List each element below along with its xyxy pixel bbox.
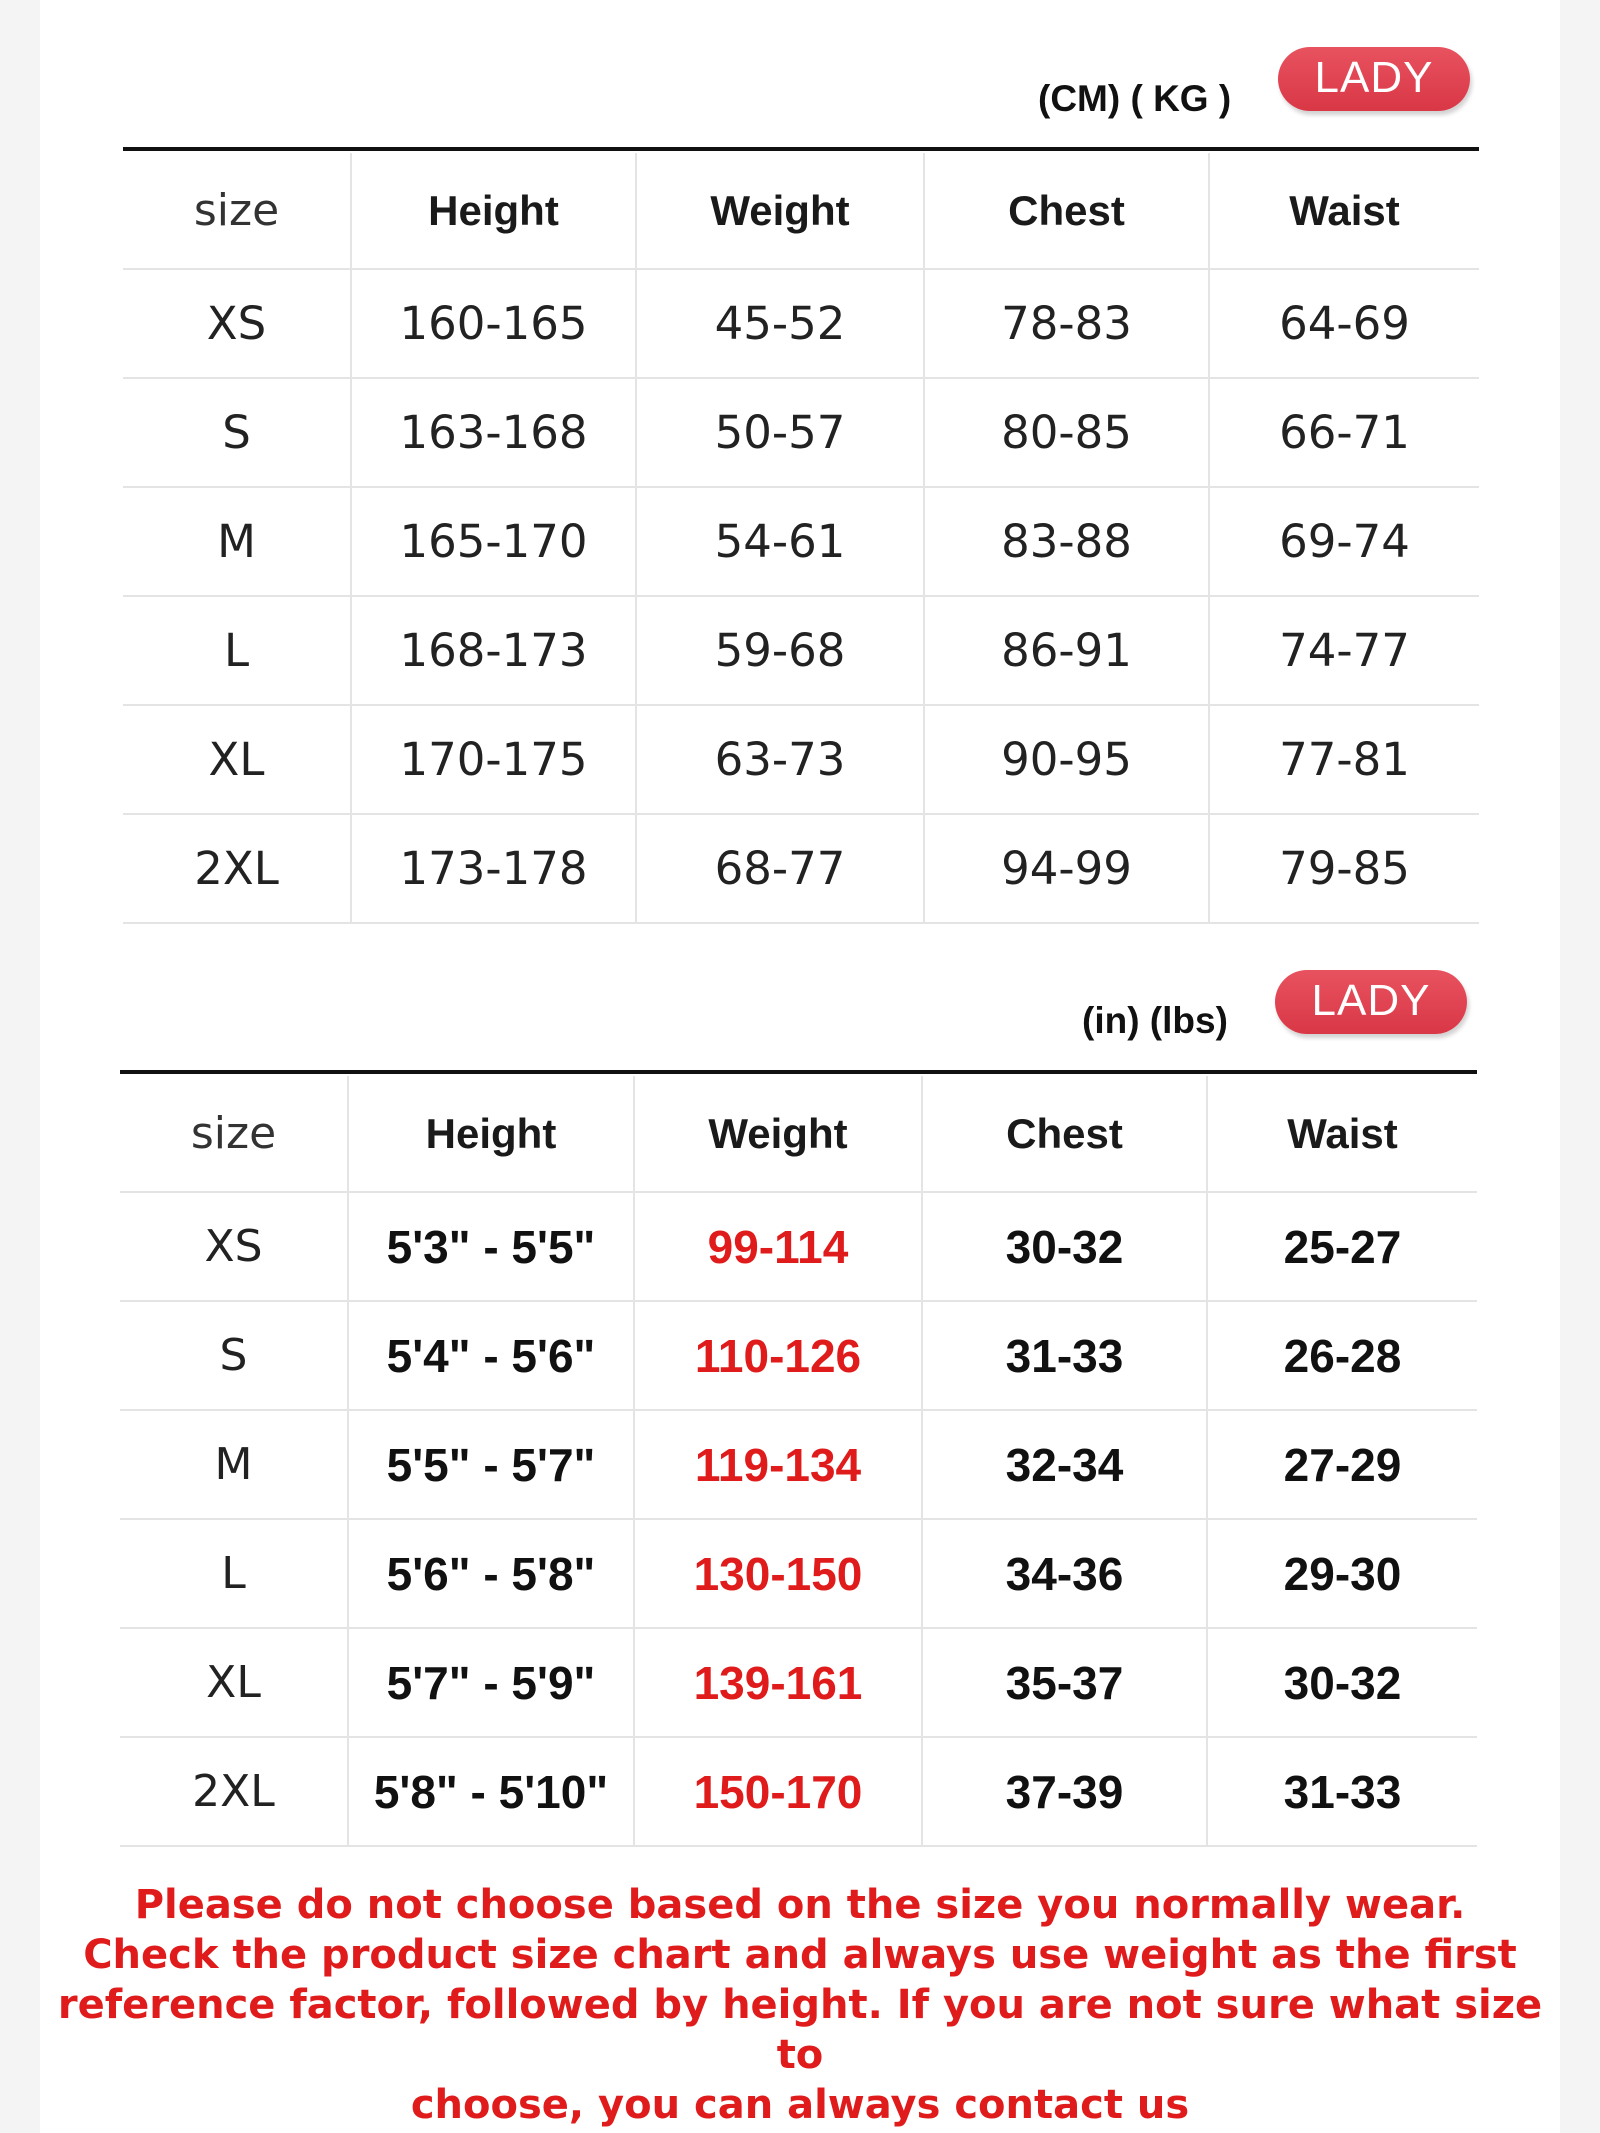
header-waist: Waist xyxy=(1209,153,1479,269)
table-header-row xyxy=(120,1076,1477,1192)
table-row xyxy=(120,1301,1477,1410)
size-cell: 2XL xyxy=(120,1737,348,1846)
height-cell: 168-173 xyxy=(351,596,636,705)
lady-badge-in: LADY xyxy=(1275,970,1467,1034)
chest-cell: 30-32 xyxy=(922,1192,1207,1301)
height-cell: 5'7" - 5'9" xyxy=(348,1628,634,1737)
size-cell: M xyxy=(123,487,351,596)
size-cell: M xyxy=(120,1410,348,1519)
table-row xyxy=(123,487,1479,596)
size-cell: S xyxy=(123,378,351,487)
height-cell: 5'4" - 5'6" xyxy=(348,1301,634,1410)
cm-units-label: (CM) ( KG ) xyxy=(1038,78,1232,119)
height-cell: 173-178 xyxy=(351,814,636,923)
height-cell: 165-170 xyxy=(351,487,636,596)
size-cell: S xyxy=(120,1301,348,1410)
weight-cell: 68-77 xyxy=(636,814,924,923)
size-cell: L xyxy=(123,596,351,705)
weight-cell: 130-150 xyxy=(634,1519,922,1628)
chest-cell: 86-91 xyxy=(924,596,1209,705)
weight-cell: 150-170 xyxy=(634,1737,922,1846)
table-row xyxy=(123,705,1479,814)
weight-cell: 139-161 xyxy=(634,1628,922,1737)
cm-size-table xyxy=(123,153,1479,924)
height-cell: 160-165 xyxy=(351,269,636,378)
chest-cell: 83-88 xyxy=(924,487,1209,596)
in-chart-top-rule xyxy=(120,1070,1477,1074)
table-row xyxy=(123,596,1479,705)
notice-line: reference factor, followed by height. If you are not sure what size to xyxy=(57,1982,1543,2078)
waist-cell: 69-74 xyxy=(1209,487,1479,596)
height-cell: 163-168 xyxy=(351,378,636,487)
chest-cell: 94-99 xyxy=(924,814,1209,923)
size-cell: XL xyxy=(120,1628,348,1737)
header-weight: Weight xyxy=(636,153,924,269)
height-cell: 5'6" - 5'8" xyxy=(348,1519,634,1628)
chest-cell: 80-85 xyxy=(924,378,1209,487)
height-cell: 5'3" - 5'5" xyxy=(348,1192,634,1301)
waist-cell: 79-85 xyxy=(1209,814,1479,923)
size-cell: L xyxy=(120,1519,348,1628)
weight-cell: 99-114 xyxy=(634,1192,922,1301)
waist-cell: 29-30 xyxy=(1207,1519,1477,1628)
header-size: size xyxy=(123,153,351,269)
chest-cell: 34-36 xyxy=(922,1519,1207,1628)
height-cell: 5'5" - 5'7" xyxy=(348,1410,634,1519)
size-cell: XS xyxy=(120,1192,348,1301)
header-size: size xyxy=(120,1076,348,1192)
chest-cell: 90-95 xyxy=(924,705,1209,814)
waist-cell: 64-69 xyxy=(1209,269,1479,378)
waist-cell: 25-27 xyxy=(1207,1192,1477,1301)
lady-badge-cm: LADY xyxy=(1278,47,1470,111)
notice-line: Please do not choose based on the size you normally wear. xyxy=(134,1882,1466,1928)
table-row xyxy=(120,1737,1477,1846)
chest-cell: 35-37 xyxy=(922,1628,1207,1737)
waist-cell: 30-32 xyxy=(1207,1628,1477,1737)
chest-cell: 78-83 xyxy=(924,269,1209,378)
waist-cell: 31-33 xyxy=(1207,1737,1477,1846)
size-cell: XL xyxy=(123,705,351,814)
waist-cell: 27-29 xyxy=(1207,1410,1477,1519)
in-units-label: (in) (lbs) xyxy=(1082,1000,1228,1041)
header-weight: Weight xyxy=(634,1076,922,1192)
height-cell: 5'8" - 5'10" xyxy=(348,1737,634,1846)
size-cell: XS xyxy=(123,269,351,378)
table-row xyxy=(120,1192,1477,1301)
waist-cell: 74-77 xyxy=(1209,596,1479,705)
size-cell: 2XL xyxy=(123,814,351,923)
table-row xyxy=(120,1628,1477,1737)
waist-cell: 66-71 xyxy=(1209,378,1479,487)
waist-cell: 77-81 xyxy=(1209,705,1479,814)
notice-line: Check the product size chart and always use weight as the first xyxy=(83,1932,1517,1978)
in-size-table xyxy=(120,1076,1477,1847)
weight-cell: 59-68 xyxy=(636,596,924,705)
sizing-notice xyxy=(40,1880,1560,2130)
waist-cell: 26-28 xyxy=(1207,1301,1477,1410)
weight-cell: 110-126 xyxy=(634,1301,922,1410)
table-row xyxy=(123,814,1479,923)
table-row xyxy=(123,269,1479,378)
header-waist: Waist xyxy=(1207,1076,1477,1192)
table-row xyxy=(120,1410,1477,1519)
weight-cell: 54-61 xyxy=(636,487,924,596)
header-height: Height xyxy=(351,153,636,269)
weight-cell: 45-52 xyxy=(636,269,924,378)
weight-cell: 63-73 xyxy=(636,705,924,814)
chest-cell: 37-39 xyxy=(922,1737,1207,1846)
chest-cell: 31-33 xyxy=(922,1301,1207,1410)
weight-cell: 119-134 xyxy=(634,1410,922,1519)
header-chest: Chest xyxy=(924,153,1209,269)
notice-line: choose, you can always contact us xyxy=(410,2082,1190,2128)
weight-cell: 50-57 xyxy=(636,378,924,487)
height-cell: 170-175 xyxy=(351,705,636,814)
table-row xyxy=(120,1519,1477,1628)
cm-chart-top-rule xyxy=(123,147,1479,151)
header-chest: Chest xyxy=(922,1076,1207,1192)
table-row xyxy=(123,378,1479,487)
header-height: Height xyxy=(348,1076,634,1192)
table-header-row xyxy=(123,153,1479,269)
chest-cell: 32-34 xyxy=(922,1410,1207,1519)
